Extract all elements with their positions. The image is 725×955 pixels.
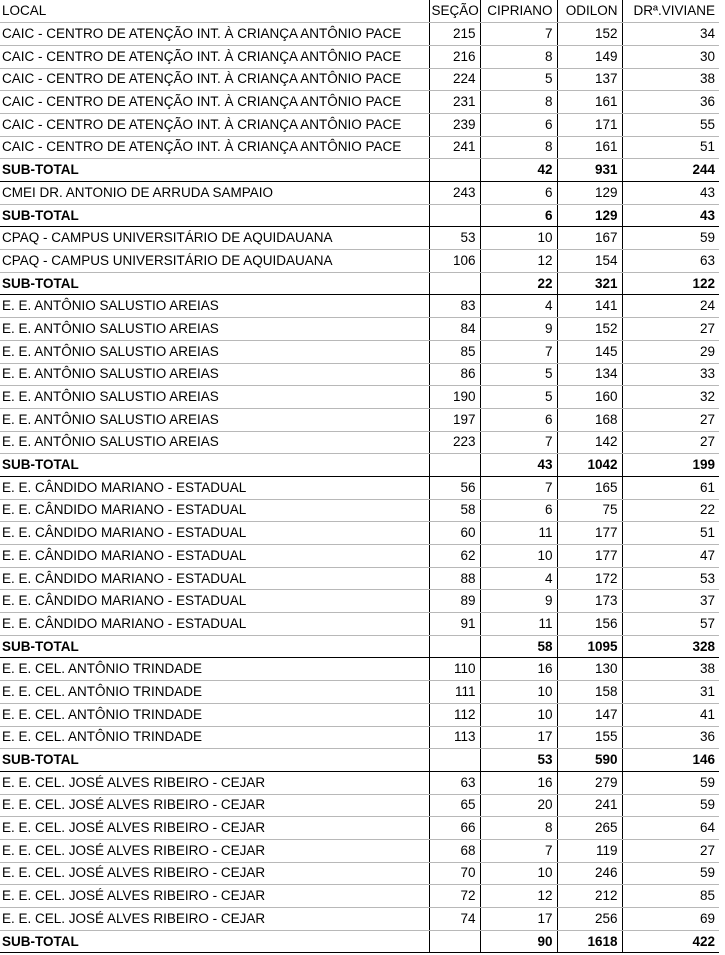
cell-viviane: 146 — [622, 749, 719, 772]
cell-cipriano: 6 — [480, 408, 557, 431]
cell-local: SUB-TOTAL — [0, 749, 429, 772]
cell-viviane: 55 — [622, 113, 719, 136]
table-row — [0, 794, 719, 817]
cell-local: SUB-TOTAL — [0, 930, 429, 953]
cell-viviane: 63 — [622, 250, 719, 273]
subtotal-row — [0, 159, 719, 182]
cell-viviane: 43 — [622, 182, 719, 205]
cell-odilon: 129 — [557, 204, 622, 227]
table-row — [0, 250, 719, 273]
header-viviane: DRª.VIVIANE — [622, 0, 719, 23]
cell-secao: 63 — [429, 771, 480, 794]
cell-viviane: 31 — [622, 681, 719, 704]
cell-secao: 58 — [429, 499, 480, 522]
table-row — [0, 136, 719, 159]
cell-cipriano: 11 — [480, 613, 557, 636]
table-row — [0, 431, 719, 454]
table-row — [0, 522, 719, 545]
cell-odilon: 141 — [557, 295, 622, 318]
table-row — [0, 295, 719, 318]
cell-secao — [429, 272, 480, 295]
header-row — [0, 0, 719, 23]
cell-local: E. E. ANTÔNIO SALUSTIO AREIAS — [0, 363, 429, 386]
cell-viviane: 69 — [622, 908, 719, 931]
cell-secao: 85 — [429, 340, 480, 363]
cell-local: E. E. ANTÔNIO SALUSTIO AREIAS — [0, 340, 429, 363]
cell-local: SUB-TOTAL — [0, 204, 429, 227]
cell-cipriano: 8 — [480, 45, 557, 68]
cell-odilon: 321 — [557, 272, 622, 295]
cell-secao: 241 — [429, 136, 480, 159]
cell-secao: 224 — [429, 68, 480, 91]
cell-local: CAIC - CENTRO DE ATENÇÃO INT. À CRIANÇA ANTÔNIO PACE — [0, 113, 429, 136]
cell-local: E. E. CEL. JOSÉ ALVES RIBEIRO - CEJAR — [0, 885, 429, 908]
cell-cipriano: 6 — [480, 499, 557, 522]
cell-secao — [429, 930, 480, 953]
table-header — [0, 0, 719, 23]
cell-local: CMEI DR. ANTONIO DE ARRUDA SAMPAIO — [0, 182, 429, 205]
cell-secao: 197 — [429, 408, 480, 431]
cell-local: SUB-TOTAL — [0, 454, 429, 477]
cell-secao — [429, 204, 480, 227]
cell-cipriano: 10 — [480, 227, 557, 250]
table-row — [0, 68, 719, 91]
cell-odilon: 161 — [557, 136, 622, 159]
cell-odilon: 256 — [557, 908, 622, 931]
cell-viviane: 51 — [622, 136, 719, 159]
cell-odilon: 177 — [557, 522, 622, 545]
cell-local: E. E. CEL. ANTÔNIO TRINDADE — [0, 703, 429, 726]
cell-viviane: 47 — [622, 545, 719, 568]
table-row — [0, 613, 719, 636]
cell-local: E. E. ANTÔNIO SALUSTIO AREIAS — [0, 318, 429, 341]
table-row — [0, 499, 719, 522]
table-row — [0, 363, 719, 386]
cell-viviane: 41 — [622, 703, 719, 726]
cell-odilon: 142 — [557, 431, 622, 454]
header-secao: SEÇÃO — [429, 0, 480, 23]
table-row — [0, 227, 719, 250]
subtotal-row — [0, 930, 719, 953]
subtotal-row — [0, 454, 719, 477]
cell-odilon: 119 — [557, 839, 622, 862]
header-odilon: ODILON — [557, 0, 622, 23]
cell-local: E. E. CÂNDIDO MARIANO - ESTADUAL — [0, 476, 429, 499]
cell-cipriano: 16 — [480, 658, 557, 681]
table-row — [0, 885, 719, 908]
cell-odilon: 590 — [557, 749, 622, 772]
cell-viviane: 51 — [622, 522, 719, 545]
table-row — [0, 386, 719, 409]
cell-odilon: 172 — [557, 567, 622, 590]
cell-odilon: 145 — [557, 340, 622, 363]
cell-secao: 68 — [429, 839, 480, 862]
table-row — [0, 545, 719, 568]
cell-cipriano: 10 — [480, 703, 557, 726]
cell-cipriano: 5 — [480, 68, 557, 91]
cell-cipriano: 12 — [480, 885, 557, 908]
cell-odilon: 155 — [557, 726, 622, 749]
table-row — [0, 726, 719, 749]
cell-cipriano: 6 — [480, 204, 557, 227]
cell-local: E. E. ANTÔNIO SALUSTIO AREIAS — [0, 408, 429, 431]
cell-secao: 110 — [429, 658, 480, 681]
cell-odilon: 173 — [557, 590, 622, 613]
cell-odilon: 165 — [557, 476, 622, 499]
cell-secao: 223 — [429, 431, 480, 454]
cell-cipriano: 10 — [480, 545, 557, 568]
cell-viviane: 33 — [622, 363, 719, 386]
cell-viviane: 22 — [622, 499, 719, 522]
cell-viviane: 32 — [622, 386, 719, 409]
cell-odilon: 1042 — [557, 454, 622, 477]
cell-odilon: 152 — [557, 318, 622, 341]
table-row — [0, 590, 719, 613]
cell-viviane: 38 — [622, 658, 719, 681]
cell-secao: 243 — [429, 182, 480, 205]
cell-local: E. E. CEL. ANTÔNIO TRINDADE — [0, 681, 429, 704]
cell-cipriano: 4 — [480, 295, 557, 318]
table-row — [0, 658, 719, 681]
cell-viviane: 59 — [622, 794, 719, 817]
table-row — [0, 45, 719, 68]
cell-secao — [429, 749, 480, 772]
cell-secao — [429, 454, 480, 477]
cell-cipriano: 17 — [480, 908, 557, 931]
cell-secao: 62 — [429, 545, 480, 568]
cell-cipriano: 10 — [480, 681, 557, 704]
cell-cipriano: 10 — [480, 862, 557, 885]
cell-odilon: 149 — [557, 45, 622, 68]
cell-secao: 111 — [429, 681, 480, 704]
cell-local: E. E. CEL. JOSÉ ALVES RIBEIRO - CEJAR — [0, 794, 429, 817]
cell-cipriano: 4 — [480, 567, 557, 590]
cell-local: E. E. CEL. JOSÉ ALVES RIBEIRO - CEJAR — [0, 817, 429, 840]
cell-cipriano: 20 — [480, 794, 557, 817]
cell-secao: 83 — [429, 295, 480, 318]
cell-local: E. E. CÂNDIDO MARIANO - ESTADUAL — [0, 613, 429, 636]
cell-cipriano: 5 — [480, 363, 557, 386]
table-row — [0, 318, 719, 341]
cell-local: E. E. CEL. JOSÉ ALVES RIBEIRO - CEJAR — [0, 862, 429, 885]
cell-secao: 239 — [429, 113, 480, 136]
cell-local: E. E. CÂNDIDO MARIANO - ESTADUAL — [0, 590, 429, 613]
cell-cipriano: 5 — [480, 386, 557, 409]
table-row — [0, 862, 719, 885]
cell-local: E. E. ANTÔNIO SALUSTIO AREIAS — [0, 295, 429, 318]
cell-odilon: 130 — [557, 658, 622, 681]
cell-viviane: 59 — [622, 862, 719, 885]
table-row — [0, 408, 719, 431]
cell-viviane: 34 — [622, 23, 719, 46]
subtotal-row — [0, 272, 719, 295]
cell-secao: 190 — [429, 386, 480, 409]
cell-local: E. E. CEL. JOSÉ ALVES RIBEIRO - CEJAR — [0, 839, 429, 862]
cell-cipriano: 7 — [480, 431, 557, 454]
table-body — [0, 23, 719, 953]
cell-viviane: 122 — [622, 272, 719, 295]
cell-odilon: 1095 — [557, 635, 622, 658]
cell-secao: 60 — [429, 522, 480, 545]
cell-local: E. E. ANTÔNIO SALUSTIO AREIAS — [0, 431, 429, 454]
cell-secao: 65 — [429, 794, 480, 817]
header-local: LOCAL — [0, 0, 429, 23]
cell-odilon: 134 — [557, 363, 622, 386]
cell-odilon: 147 — [557, 703, 622, 726]
cell-local: CAIC - CENTRO DE ATENÇÃO INT. À CRIANÇA ANTÔNIO PACE — [0, 45, 429, 68]
cell-viviane: 328 — [622, 635, 719, 658]
cell-cipriano: 12 — [480, 250, 557, 273]
cell-cipriano: 43 — [480, 454, 557, 477]
cell-local: E. E. CEL. ANTÔNIO TRINDADE — [0, 726, 429, 749]
cell-odilon: 167 — [557, 227, 622, 250]
cell-viviane: 27 — [622, 431, 719, 454]
cell-odilon: 160 — [557, 386, 622, 409]
cell-odilon: 241 — [557, 794, 622, 817]
cell-secao: 215 — [429, 23, 480, 46]
table-row — [0, 908, 719, 931]
cell-local: E. E. ANTÔNIO SALUSTIO AREIAS — [0, 386, 429, 409]
cell-viviane: 57 — [622, 613, 719, 636]
cell-cipriano: 6 — [480, 113, 557, 136]
cell-secao: 91 — [429, 613, 480, 636]
cell-secao: 66 — [429, 817, 480, 840]
cell-secao: 113 — [429, 726, 480, 749]
cell-viviane: 36 — [622, 91, 719, 114]
cell-secao: 70 — [429, 862, 480, 885]
cell-local: SUB-TOTAL — [0, 272, 429, 295]
cell-viviane: 37 — [622, 590, 719, 613]
cell-cipriano: 58 — [480, 635, 557, 658]
cell-cipriano: 90 — [480, 930, 557, 953]
cell-odilon: 265 — [557, 817, 622, 840]
cell-viviane: 27 — [622, 318, 719, 341]
cell-odilon: 168 — [557, 408, 622, 431]
cell-cipriano: 8 — [480, 817, 557, 840]
cell-secao: 74 — [429, 908, 480, 931]
cell-cipriano: 11 — [480, 522, 557, 545]
table-row — [0, 771, 719, 794]
table-row — [0, 340, 719, 363]
cell-odilon: 171 — [557, 113, 622, 136]
cell-cipriano: 7 — [480, 340, 557, 363]
cell-viviane: 27 — [622, 408, 719, 431]
cell-cipriano: 16 — [480, 771, 557, 794]
cell-viviane: 29 — [622, 340, 719, 363]
cell-odilon: 161 — [557, 91, 622, 114]
cell-local: CAIC - CENTRO DE ATENÇÃO INT. À CRIANÇA ANTÔNIO PACE — [0, 136, 429, 159]
subtotal-row — [0, 635, 719, 658]
cell-viviane: 422 — [622, 930, 719, 953]
cell-odilon: 129 — [557, 182, 622, 205]
header-cipriano: CIPRIANO — [480, 0, 557, 23]
cell-cipriano: 9 — [480, 590, 557, 613]
cell-odilon: 931 — [557, 159, 622, 182]
cell-local: CAIC - CENTRO DE ATENÇÃO INT. À CRIANÇA ANTÔNIO PACE — [0, 68, 429, 91]
cell-local: E. E. CEL. JOSÉ ALVES RIBEIRO - CEJAR — [0, 771, 429, 794]
cell-viviane: 199 — [622, 454, 719, 477]
subtotal-row — [0, 749, 719, 772]
cell-local: E. E. CÂNDIDO MARIANO - ESTADUAL — [0, 567, 429, 590]
cell-secao: 86 — [429, 363, 480, 386]
cell-secao: 216 — [429, 45, 480, 68]
cell-local: CPAQ - CAMPUS UNIVERSITÁRIO DE AQUIDAUANA — [0, 227, 429, 250]
cell-odilon: 154 — [557, 250, 622, 273]
cell-local: CAIC - CENTRO DE ATENÇÃO INT. À CRIANÇA ANTÔNIO PACE — [0, 91, 429, 114]
cell-viviane: 30 — [622, 45, 719, 68]
cell-secao: 89 — [429, 590, 480, 613]
cell-cipriano: 42 — [480, 159, 557, 182]
cell-cipriano: 9 — [480, 318, 557, 341]
cell-secao — [429, 159, 480, 182]
cell-odilon: 1618 — [557, 930, 622, 953]
cell-viviane: 27 — [622, 839, 719, 862]
table-row — [0, 476, 719, 499]
cell-secao: 72 — [429, 885, 480, 908]
cell-viviane: 61 — [622, 476, 719, 499]
cell-local: E. E. CEL. JOSÉ ALVES RIBEIRO - CEJAR — [0, 908, 429, 931]
cell-secao: 231 — [429, 91, 480, 114]
table-row — [0, 839, 719, 862]
cell-cipriano: 53 — [480, 749, 557, 772]
cell-odilon: 158 — [557, 681, 622, 704]
cell-local: SUB-TOTAL — [0, 159, 429, 182]
cell-cipriano: 6 — [480, 182, 557, 205]
cell-secao: 56 — [429, 476, 480, 499]
cell-cipriano: 7 — [480, 476, 557, 499]
table-row — [0, 567, 719, 590]
cell-odilon: 156 — [557, 613, 622, 636]
cell-viviane: 64 — [622, 817, 719, 840]
cell-odilon: 246 — [557, 862, 622, 885]
table-row — [0, 703, 719, 726]
table-row — [0, 817, 719, 840]
cell-odilon: 137 — [557, 68, 622, 91]
cell-local: E. E. CÂNDIDO MARIANO - ESTADUAL — [0, 545, 429, 568]
cell-viviane: 85 — [622, 885, 719, 908]
table-row — [0, 113, 719, 136]
table-row — [0, 182, 719, 205]
subtotal-row — [0, 204, 719, 227]
cell-secao: 84 — [429, 318, 480, 341]
cell-viviane: 38 — [622, 68, 719, 91]
cell-secao — [429, 635, 480, 658]
cell-odilon: 212 — [557, 885, 622, 908]
cell-odilon: 152 — [557, 23, 622, 46]
cell-secao: 88 — [429, 567, 480, 590]
cell-secao: 53 — [429, 227, 480, 250]
cell-odilon: 177 — [557, 545, 622, 568]
cell-viviane: 53 — [622, 567, 719, 590]
cell-local: CAIC - CENTRO DE ATENÇÃO INT. À CRIANÇA ANTÔNIO PACE — [0, 23, 429, 46]
cell-secao: 106 — [429, 250, 480, 273]
cell-cipriano: 7 — [480, 839, 557, 862]
cell-viviane: 59 — [622, 771, 719, 794]
cell-viviane: 43 — [622, 204, 719, 227]
table-row — [0, 23, 719, 46]
cell-cipriano: 8 — [480, 91, 557, 114]
cell-cipriano: 22 — [480, 272, 557, 295]
cell-odilon: 75 — [557, 499, 622, 522]
cell-local: E. E. CEL. ANTÔNIO TRINDADE — [0, 658, 429, 681]
cell-cipriano: 8 — [480, 136, 557, 159]
cell-local: E. E. CÂNDIDO MARIANO - ESTADUAL — [0, 522, 429, 545]
cell-viviane: 24 — [622, 295, 719, 318]
cell-viviane: 36 — [622, 726, 719, 749]
cell-local: SUB-TOTAL — [0, 635, 429, 658]
cell-viviane: 59 — [622, 227, 719, 250]
cell-odilon: 279 — [557, 771, 622, 794]
cell-cipriano: 17 — [480, 726, 557, 749]
cell-local: E. E. CÂNDIDO MARIANO - ESTADUAL — [0, 499, 429, 522]
cell-viviane: 244 — [622, 159, 719, 182]
table-row — [0, 91, 719, 114]
cell-secao: 112 — [429, 703, 480, 726]
cell-cipriano: 7 — [480, 23, 557, 46]
cell-local: CPAQ - CAMPUS UNIVERSITÁRIO DE AQUIDAUANA — [0, 250, 429, 273]
table-row — [0, 681, 719, 704]
